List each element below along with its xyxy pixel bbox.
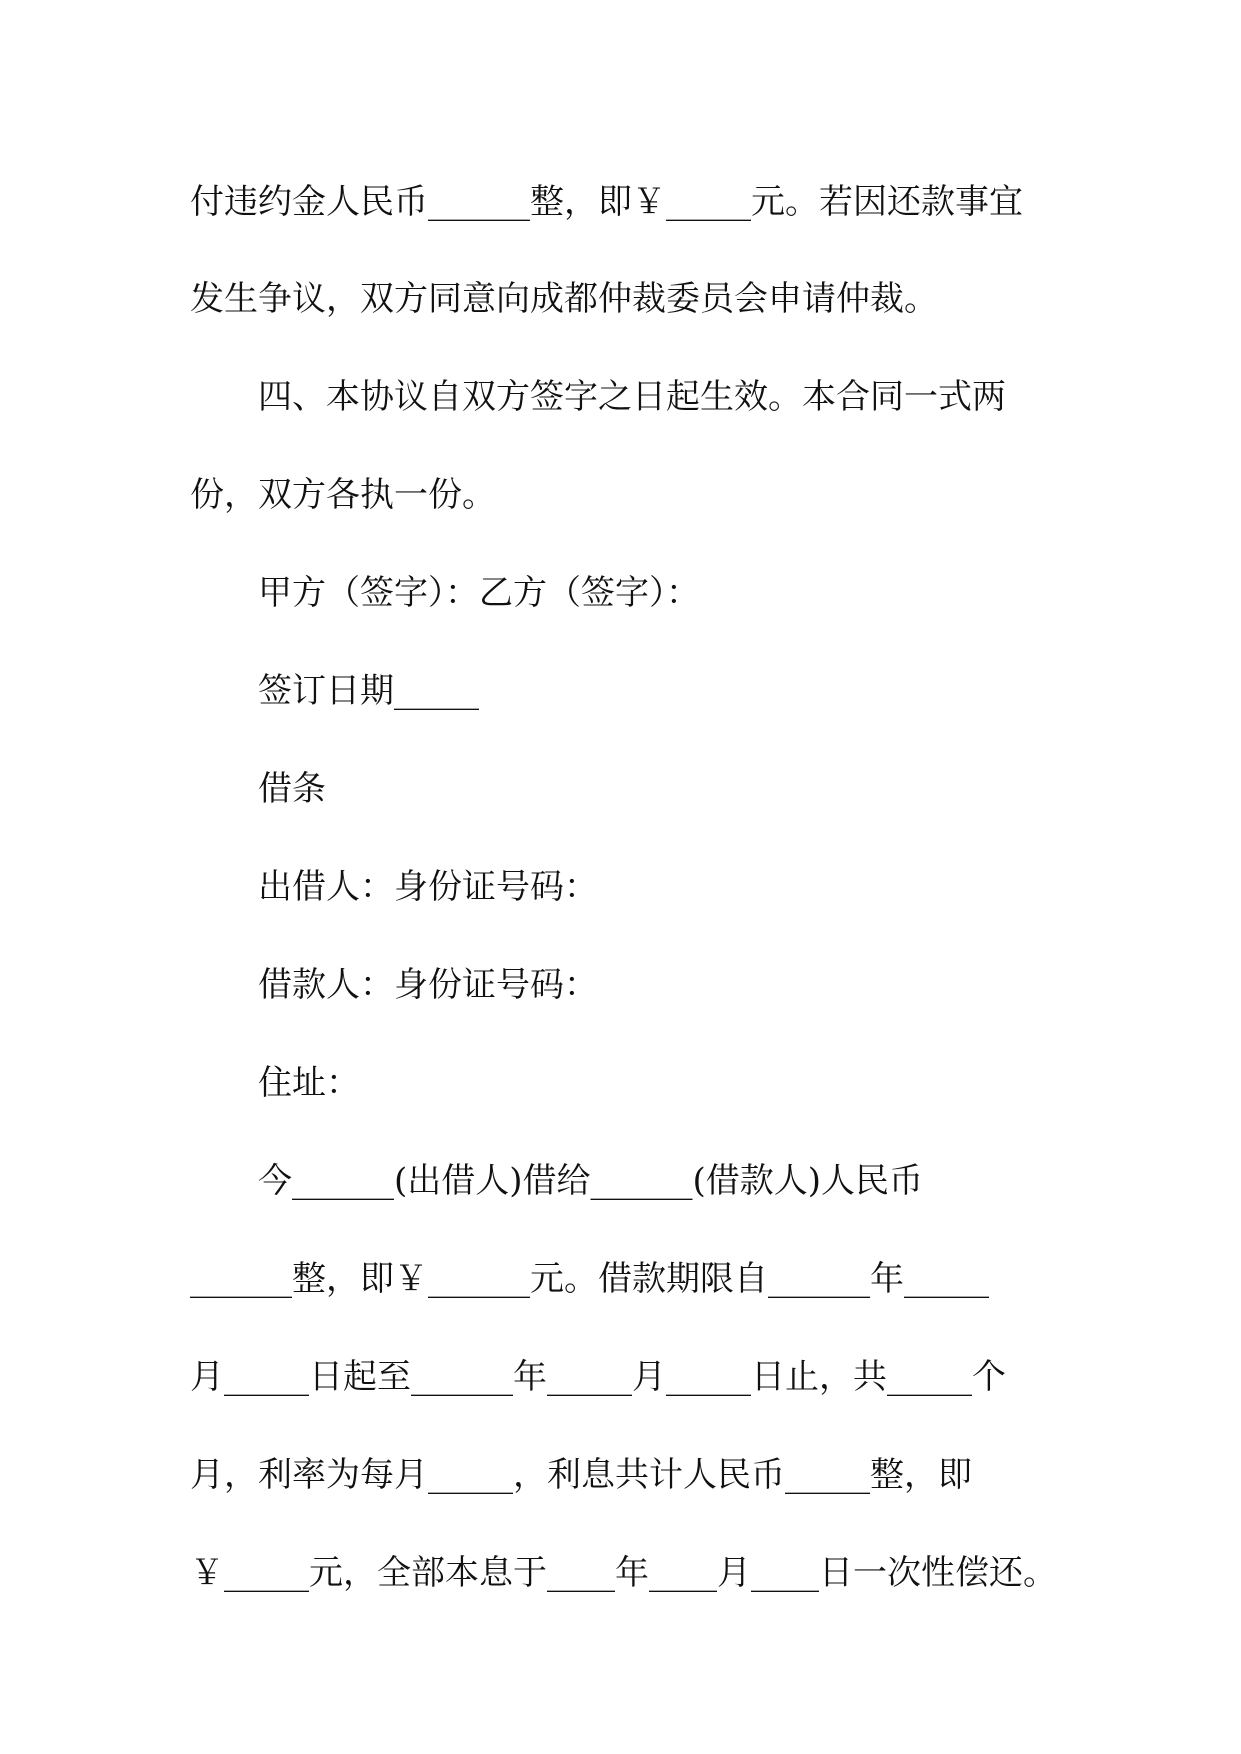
clause-four-line-2: 份，双方各执一份。 [190,475,496,515]
iou-body-line-3: 月_____日起至______年_____月_____日止，共_____个 [190,1357,1006,1397]
iou-body-line-4: 月，利率为每月_____，利息共计人民币_____整，即 [190,1455,972,1495]
iou-title: 借条 [258,769,326,809]
borrower-id-line: 借款人：身份证号码： [258,965,598,1005]
iou-body-line-2: ______整，即￥______元。借款期限自______年_____ [190,1259,989,1299]
address-line: 住址： [258,1063,360,1103]
clause-four-line-1: 四、本协议自双方签字之日起生效。本合同一式两 [258,377,1006,417]
paragraph-line-penalty: 付违约金人民币______整，即￥_____元。若因还款事宜 [190,182,1023,222]
iou-body-line-1: 今______(出借人)借给______(借款人)人民币 [258,1161,924,1201]
iou-body-line-5: ￥_____元，全部本息于____年____月____日一次性偿还。 [190,1553,1057,1593]
signing-date-line: 签订日期_____ [258,671,479,711]
lender-id-line: 出借人：身份证号码： [258,867,598,907]
paragraph-line-arbitration: 发生争议，双方同意向成都仲裁委员会申请仲裁。 [190,279,938,319]
signature-line: 甲方（签字）：乙方（签字）： [258,573,700,613]
